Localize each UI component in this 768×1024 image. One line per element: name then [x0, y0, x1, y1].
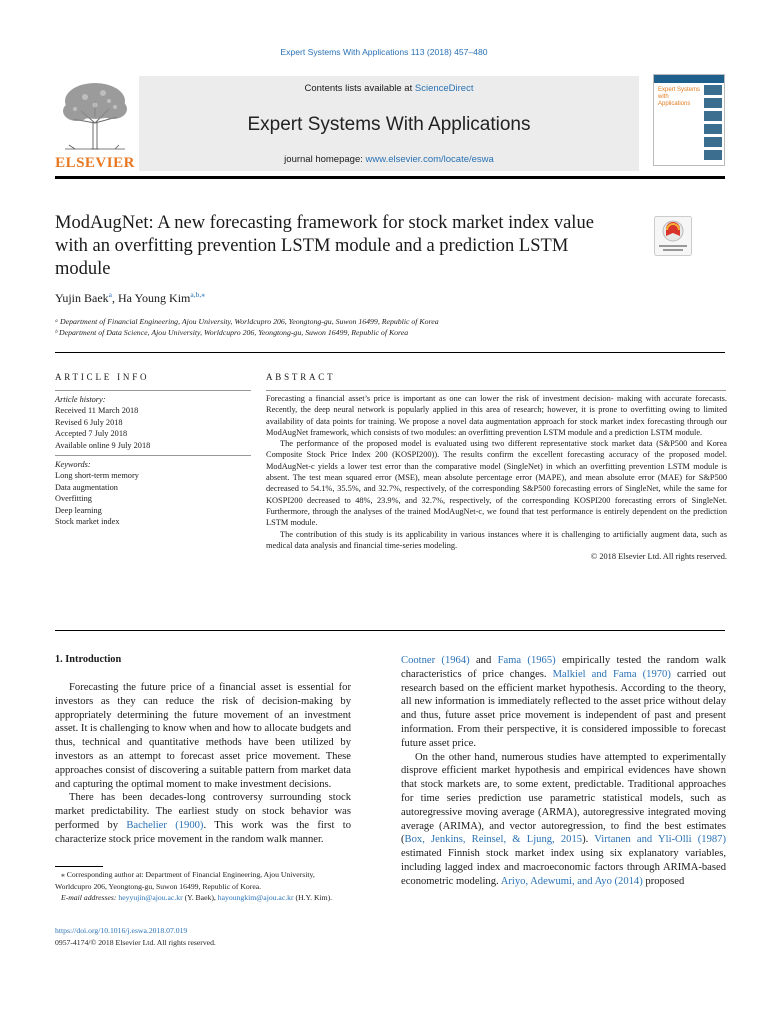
keywords-label: Keywords: — [55, 460, 91, 469]
journal-name: Expert Systems With Applications — [247, 114, 531, 135]
body-paragraph: Forecasting the future price of a financial asset is essential for investors as they can reduce the risk of decision-making by appropriately determining the future movement of an investment asset. It is challenging to know when and how to allocate budgets and thus, technical and quantitative methods have been utilized by investors as an attempt to forecast asset price movement. These approaches consist of discovering a suitable pattern from market data and capturing the optimal moment to make investment decisions. — [55, 682, 351, 790]
history-item: Available online 9 July 2018 — [55, 440, 151, 450]
contents-line: Contents lists available at ScienceDirect — [304, 83, 474, 94]
cover-strip — [704, 85, 722, 163]
body-paragraph: On the other hand, numerous studies have attempted to experimentally disprove efficient market hypothesis and empirical evidences have shown that stock markets are, to some extent, predictable. Traditional approaches for time series prediction use parametric statistical models, such as autoregressive moving average (ARMA), autoregressive integrated moving average (ARIMA), and vector autoregression, to find the best estimates (Box, Jenkins, Reinsel, & Ljung, 2015). Virtanen and Yli-Olli (1987) estimated Finnish stock market index using six explanatory variables, including lagged index and macroeconomic factors through ARIMA-based econometric modeling. Ariyo, Adewumi, and Ayo (2014) proposed — [401, 751, 726, 887]
keywords-divider — [55, 455, 251, 456]
journal-cover-image[interactable] — [653, 74, 725, 166]
issn-line: 0957-4174/© 2018 Elsevier Ltd. All rights reserved. — [55, 938, 216, 947]
doi-link[interactable]: https://doi.org/10.1016/j.eswa.2018.07.019 — [55, 926, 188, 935]
corresponding-author-note: ⁎ Corresponding author at: Department of Financial Engineering, Ajou University, Worldcupro 206, Yeongtong-gu, Suwon 16499, Republic of Korea. — [55, 870, 315, 891]
footnotes — [55, 869, 351, 904]
author-name: Ha Young Kim — [118, 291, 191, 305]
doi-block — [55, 925, 216, 949]
abstract-body — [266, 393, 727, 562]
homepage-line: journal homepage: www.elsevier.com/locate/eswa — [284, 154, 494, 165]
cover-title: Expert Systems with Applications — [658, 87, 701, 107]
citation-link[interactable]: Ariyo, Adewumi, and Ayo (2014) — [500, 875, 643, 887]
header-divider — [55, 176, 725, 179]
abstract-heading: ABSTRACT — [266, 372, 336, 382]
email-link[interactable]: hayoungkim@ajou.ac.kr — [217, 893, 294, 902]
check-for-updates-icon[interactable] — [654, 216, 692, 256]
abstract-paragraph: The contribution of this study is its applicability in various instances where it is challenging to artificially augment data, such as medical data analysis and financial time-series modeling. — [266, 529, 727, 550]
citation-link[interactable]: Virtanen and Yli-Olli (1987) — [594, 834, 726, 846]
journal-header — [55, 72, 725, 172]
body-column-right — [401, 654, 726, 889]
cover-top-bar — [654, 75, 724, 83]
history-item: Accepted 7 July 2018 — [55, 429, 128, 439]
keyword-item: Deep learning — [55, 505, 102, 515]
history-item: Received 11 March 2018 — [55, 406, 139, 416]
abstract-divider — [266, 390, 726, 391]
body-paragraph: Cootner (1964) and Fama (1965) empirically tested the random walk characteristics of price changes. Malkiel and Fama (1970) carried out research based on the efficient market hypothesis. According to the theory, all new information is immediately reflected to the asset price without delay and thus, future asset price movement is independent of past and present information. From their perspective, it is considered impossible to forecast future asset price. — [401, 655, 726, 749]
keyword-item: Long short-term memory — [55, 471, 139, 481]
paper-title: ModAugNet: A new forecasting framework for stock market index value with an overfitting prevention LSTM module and a prediction LSTM module — [55, 213, 594, 279]
keywords — [55, 459, 251, 527]
footnote-divider — [55, 866, 103, 867]
abstract-end-divider — [55, 630, 725, 631]
keyword-item: Stock market index — [55, 517, 120, 527]
abstract-paragraph: The performance of the proposed model is evaluated using two different representative stock market data (S&P500 and Korea Composite Stock Price Index 200 (KOSPI200)). The results confirm the excellent forecasting accuracy of the proposed model. ModAugNet-c yields a lower test error than the comparative model (SingleNet) in which an overfitting prevention LSTM module is absent. The test mean squared error (MSE), mean absolute percentage error (MAPE), and mean absolute error (MAE) for S&P500 decreased to 54.1%, 35.5%, and 32.7%, respectively, of the corresponding S&P500 forecasting errors of SingleNet, while the same for KOSPI200 decreased to 48%, 23.9%, and 32.7%, respectively, of the corresponding KOSPI200 forecasting errors of SingleNet. Furthermore, through the analyses of the trained ModAugNet-c, we found that test performance is entirely dependent on the prediction LSTM module. — [266, 439, 727, 528]
abstract-paragraph: Forecasting a financial asset’s price is important as one can lower the risk of investment decision- making with accurate forecasts. Recently, the deep neural network is popularly applied in this area of research; however, it is prone to overfitting owing to limited availability of data points for training. We propose a novel data augmentation approach for stock market index forecasting through our ModAugNet framework, which consists of two modules: an overfitting prevention LSTM module and a prediction LSTM module. — [266, 394, 727, 437]
body-column-left — [55, 681, 351, 847]
article-history — [55, 394, 251, 451]
keyword-item: Overfitting — [55, 494, 92, 504]
journal-homepage-link[interactable]: www.elsevier.com/locate/eswa — [365, 154, 494, 165]
body-paragraph: There has been decades-long controversy surrounding stock market predictability. The earliest study on stock behavior was performed by Bachelier (1900). This work was the first to characterize stock price movement in the random walk manner. — [55, 792, 351, 845]
authors-line: Yujin Baek$^a$, Ha Young Kim$^{a,b,⁎}$ — [55, 290, 205, 305]
abstract-copyright: © 2018 Elsevier Ltd. All rights reserved. — [590, 552, 727, 562]
introduction-heading: 1. Introduction — [55, 654, 122, 665]
citation-link[interactable]: Fama (1965) — [497, 655, 556, 666]
article-info-heading: ARTICLE INFO — [55, 372, 150, 382]
citation-link[interactable]: Bachelier (1900) — [126, 819, 204, 831]
keyword-item: Data augmentation — [55, 482, 118, 492]
author-name: Yujin Baek — [55, 291, 109, 305]
email-link[interactable]: heyyujin@ajou.ac.kr — [118, 893, 183, 902]
citation-link[interactable]: Box, Jenkins, Reinsel, & Ljung, 2015 — [404, 834, 583, 846]
affiliation-marker[interactable]: a — [108, 290, 113, 299]
history-item: Revised 6 July 2018 — [55, 417, 123, 427]
article-history-label: Article history: — [55, 395, 106, 404]
email-note: E-mail addresses: heyyujin@ajou.ac.kr (Y. Baek), hayoungkim@ajou.ac.kr (H.Y. Kim). — [61, 893, 333, 902]
citation-link[interactable]: Malkiel and Fama (1970) — [552, 668, 671, 680]
section-divider — [55, 352, 725, 353]
affiliation-b: ᵇ Department of Data Science, Ajou University, Worldcupro 206, Yeongtong-gu, Suwon 16499, Republic of Korea — [55, 328, 409, 337]
publisher-name: ELSEVIER — [55, 155, 135, 171]
article-info-divider — [55, 390, 251, 391]
header-band — [139, 76, 639, 171]
citation-link[interactable]: Cootner (1964) — [401, 655, 470, 666]
corresponding-author-marker[interactable]: ⁎ — [201, 290, 205, 299]
affiliation-a: ᵃ Department of Financial Engineering, Ajou University, Worldcupro 206, Yeongtong-gu, Suwon 16499, Republic of Korea — [55, 317, 439, 326]
elsevier-tree-logo — [55, 77, 135, 172]
affiliation-marker[interactable]: a,b, — [190, 290, 202, 299]
journal-citation-link[interactable]: Expert Systems With Applications 113 (2018) 457–480 — [280, 47, 488, 57]
sciencedirect-link[interactable]: ScienceDirect — [414, 83, 474, 94]
